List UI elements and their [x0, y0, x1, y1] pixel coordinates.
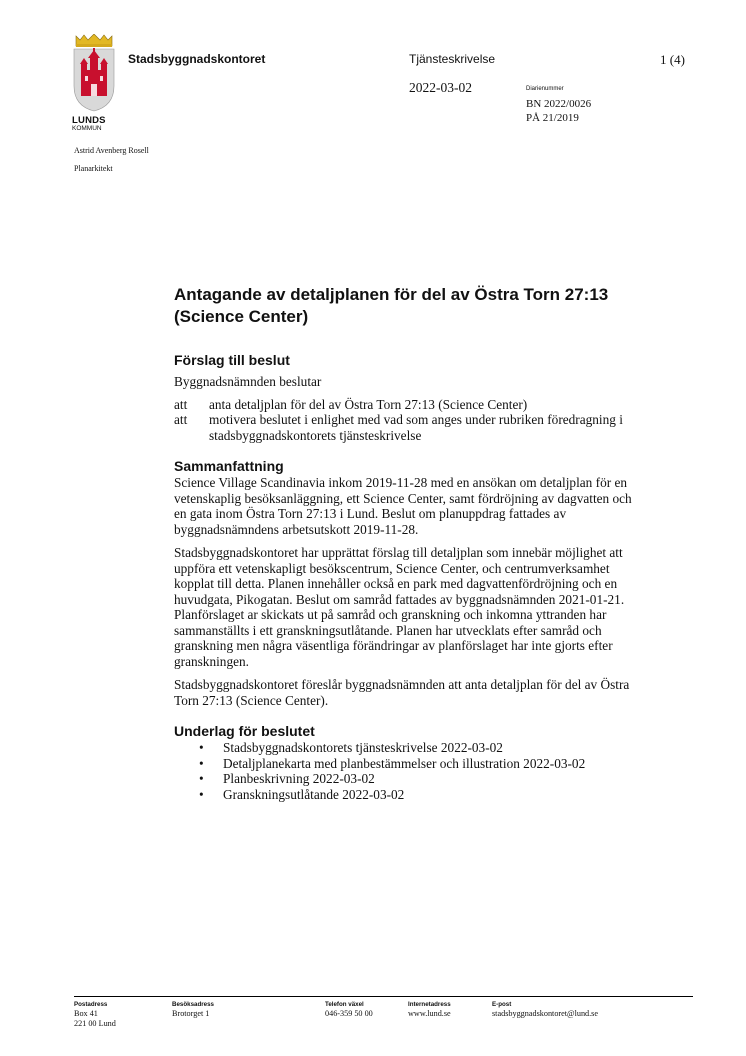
att-item	[174, 397, 634, 413]
footer-divider	[74, 996, 693, 997]
list-item-text: Detaljplanekarta med planbestämmelser och illustration 2022-03-02	[223, 755, 586, 771]
logo-text-lunds: LUNDS	[72, 115, 106, 126]
footer-besoksadress	[172, 1000, 214, 1019]
proposal-heading: Förslag till beslut	[174, 352, 290, 368]
author-name: Astrid Avenberg Rosell	[74, 146, 149, 155]
footer-label: Besöksadress	[172, 1001, 214, 1008]
summary-paragraph: Science Village Scandinavia inkom 2019-11-28 med en ansökan om detaljplan för en vetenskaplig besöksanläggning, ett Science Center, samt fördröjning av dagvatten och en gata inom Östra Torn 27:13 i Lund. Beslut om planuppdrag fattades av byggnadsnämndens arbetsutskott 2019-11-28.	[174, 475, 632, 537]
basis-heading: Underlag för beslutet	[174, 723, 315, 739]
document-title: Antagande av detaljplanen för del av Östra Torn 27:13 (Science Center)	[174, 285, 609, 326]
logo-text-kommun: KOMMUN	[72, 125, 102, 132]
author-role: Planarkitekt	[74, 164, 113, 173]
footer-value: Box 41	[74, 1009, 98, 1018]
bullet: •	[199, 771, 204, 786]
att-label: att	[174, 396, 188, 412]
doc-date: 2022-03-02	[409, 80, 472, 95]
bullet: •	[199, 740, 204, 755]
diarienummer-bn: BN 2022/0026	[526, 98, 592, 110]
footer-telefon	[325, 1000, 373, 1019]
footer-label: Telefon växel	[325, 1001, 364, 1008]
footer-value: 046-359 50 00	[325, 1009, 373, 1018]
att-text: motivera beslutet i enlighet med vad som anges under rubriken föredragning i stadsbyggnadskontorets tjänsteskrivelse	[209, 412, 623, 443]
footer-value: 221 00 Lund	[74, 1019, 116, 1028]
footer-internet	[408, 1000, 451, 1019]
bullet: •	[199, 755, 204, 771]
list-item	[174, 740, 634, 756]
att-label: att	[174, 412, 188, 427]
bullet: •	[199, 786, 204, 802]
document-body	[174, 284, 634, 802]
att-list	[174, 397, 634, 444]
coat-of-arms-icon	[72, 34, 116, 112]
list-item-text: Stadsbyggnadskontorets tjänsteskrivelse 2022-03-02	[223, 740, 503, 755]
basis-list	[174, 740, 634, 802]
summary-paragraph: Stadsbyggnadskontoret har upprättat förslag till detaljplan som innebär möjlighet att uppföra ett vetenskapligt besökscentrum, Science Center, och centrumverksamhet kopplat till detta. Planen innehåller också en park med dagvattenfördröjning och en huvudgata, Pikogatan. Beslut om samråd fattades av byggnadsnämnden 2021-01-21. Planförslaget ar skickats ut på samråd och granskning och inkomna yttranden har sammanställts i ett granskningsutlåtande. Planen har utvecklats efter samråd och granskning men några väsentliga förändringar av planförslaget har inte gjorts efter granskningen.	[174, 545, 625, 669]
diarienummer-pa: PÅ 21/2019	[526, 112, 579, 124]
page-number: 1 (4)	[660, 52, 685, 67]
footer-label: E-post	[492, 1001, 512, 1008]
list-item	[174, 756, 634, 772]
list-item-text: Granskningsutlåtande 2022-03-02	[223, 786, 405, 802]
footer-epost	[492, 1000, 598, 1019]
diarienummer-label: Diarienummer	[526, 86, 564, 92]
list-item-text: Planbeskrivning 2022-03-02	[223, 771, 375, 786]
list-item	[174, 787, 634, 803]
footer-postadress	[74, 1000, 116, 1029]
footer-label: Internetadress	[408, 1001, 451, 1008]
summary-paragraph: Stadsbyggnadskontoret föreslår byggnadsnämnden att anta detaljplan för del av Östra Torn 27:13 (Science Center).	[174, 677, 630, 708]
footer-link-website[interactable]: www.lund.se	[408, 1009, 451, 1018]
att-item	[174, 412, 634, 443]
org-name: Stadsbyggnadskontoret	[128, 52, 266, 66]
footer-link-email[interactable]: stadsbyggnadskontoret@lund.se	[492, 1009, 599, 1018]
list-item	[174, 771, 634, 787]
lunds-kommun-logo	[72, 34, 116, 132]
footer-label: Postadress	[74, 1001, 108, 1008]
doc-type: Tjänsteskrivelse	[409, 52, 496, 66]
footer-value: Brotorget 1	[172, 1009, 210, 1018]
summary-heading: Sammanfattning	[174, 458, 284, 474]
att-text: anta detaljplan för del av Östra Torn 27:13 (Science Center)	[209, 396, 528, 412]
proposal-intro: Byggnadsnämnden beslutar	[174, 374, 322, 389]
